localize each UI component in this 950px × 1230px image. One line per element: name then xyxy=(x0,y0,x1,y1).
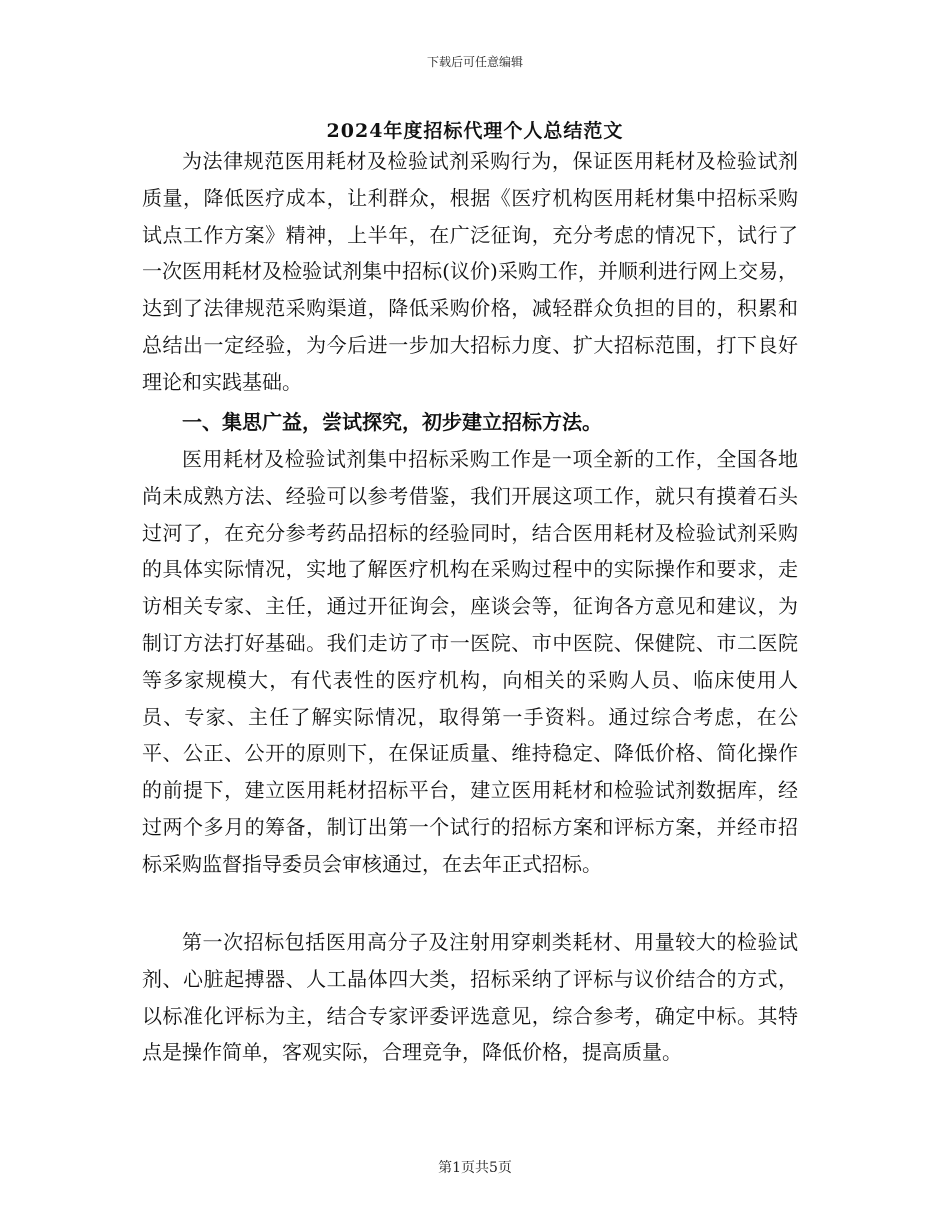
document-body xyxy=(142,143,798,401)
section-heading-container xyxy=(142,404,798,441)
section-heading: 一、集思广益，尝试探究，初步建立招标方法。 xyxy=(182,410,602,434)
header-note: 下载后可任意编辑 xyxy=(426,55,523,69)
intro-paragraph: 为法律规范医用耗材及检验试剂采购行为，保证医用耗材及检验试剂质量，降低医疗成本，让利群众，根据《医疗机构医用耗材集中招标采购试点工作方案》精神，上半年，在广泛征询，充分考虑的情况下，试行了一次医用耗材及检验试剂集中招标(议价)采购工作，并顺利进行网上交易，达到了法律规范采购渠道，降低采购价格，减轻群众负担的目的，积累和总结出一定经验，为今后进一步加大招标力度、扩大招标范围，打下良好理论和实践基础。 xyxy=(142,149,798,394)
page-footer: 第1页共5页 xyxy=(438,1160,512,1176)
section-body-2 xyxy=(142,924,798,1071)
body-paragraph: 医用耗材及检验试剂集中招标采购工作是一项全新的工作，全国各地尚未成熟方法、经验可以参考借鉴，我们开展这项工作，就只有摸着石头过河了，在充分参考药品招标的经验同时，结合医用耗材及检验试剂采购的具体实际情况，实地了解医疗机构在采购过程中的实际操作和要求，走访相关专家、主任，通过开征询会，座谈会等，征询各方意见和建议，为制订方法打好基础。我们走访了市一医院、市中医院、保健院、市二医院等多家规模大，有代表性的医疗机构，向相关的采购人员、临床使用人员、专家、主任了解实际情况，取得第一手资料。通过综合考虑，在公平、公正、公开的原则下，在保证质量、维持稳定、降低价格、简化操作的前提下，建立医用耗材招标平台，建立医用耗材和检验试剂数据库，经过两个多月的筹备，制订出第一个试行的招标方案和评标方案，并经市招标采购监督指导委员会审核通过，在去年正式招标。 xyxy=(142,447,798,876)
body-paragraph-2: 第一次招标包括医用高分子及注射用穿刺类耗材、用量较大的检验试剂、心脏起搏器、人工晶体四大类，招标采纳了评标与议价结合的方式，以标准化评标为主，结合专家评委评选意见，综合参考，确定中标。其特点是操作简单，客观实际，合理竞争，降低价格，提高质量。 xyxy=(142,930,798,1065)
section-body xyxy=(142,441,798,883)
document-title: 2024年度招标代理个人总结范文 xyxy=(326,120,624,142)
